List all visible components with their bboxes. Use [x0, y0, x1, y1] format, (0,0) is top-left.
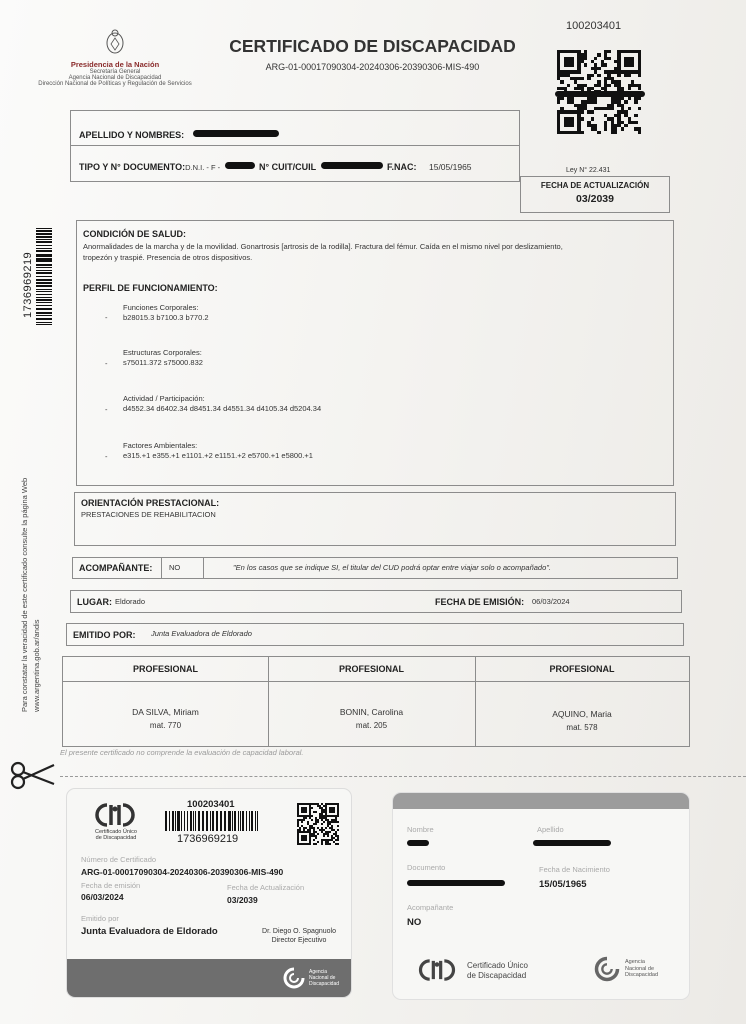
card-update-value: 03/2039 — [227, 895, 258, 905]
card-back-companion-value: NO — [407, 917, 422, 928]
card-back-birth-value: 15/05/1965 — [539, 879, 587, 890]
barcode-bar — [234, 811, 237, 831]
card-back-agency-2: Nacional de — [625, 965, 655, 972]
barcode-bar — [36, 308, 52, 310]
barcode-bar — [255, 811, 256, 831]
barcode-bar — [212, 811, 214, 831]
document-prefix: D.N.I. - F - — [185, 163, 221, 172]
card-update-label: Fecha de Actualización — [227, 883, 305, 892]
barcode-bar — [36, 241, 52, 243]
card-back-companion-label: Acompañante — [407, 903, 454, 912]
barcode-bar — [36, 318, 52, 320]
orientation-box — [74, 492, 676, 546]
birth-date-label: F.NAC: — [387, 162, 417, 172]
card-back-cud-logo-icon — [415, 957, 459, 988]
name-row — [79, 125, 279, 143]
professional-name: AQUINO, Maria — [552, 709, 612, 719]
profile-dash-1: - — [105, 313, 108, 322]
barcode-bar — [228, 811, 231, 831]
verification-instructions: Para constatar la veracidad de este certificado consulte la página Web — [20, 477, 29, 712]
professional-name: DA SILVA, Miriam — [132, 707, 199, 717]
profile-item-title: Funciones Corporales: — [123, 303, 199, 312]
card-footer-band — [67, 959, 352, 998]
card-back-birth-label: Fecha de Nacimiento — [539, 865, 610, 874]
professional-name: BONIN, Carolina — [339, 707, 404, 717]
document-title: CERTIFICADO DE DISCAPACIDAD — [229, 36, 516, 56]
companion-box — [72, 557, 678, 579]
place-label: LUGAR: — [77, 597, 112, 607]
update-date-label: FECHA DE ACTUALIZACIÓN — [540, 181, 650, 190]
barcode-bar — [36, 297, 52, 299]
profile-item-title: Actividad / Participación: — [123, 394, 205, 403]
barcode-bar — [36, 282, 52, 284]
barcode-bar — [36, 302, 52, 303]
barcode-bar — [169, 811, 171, 831]
barcode-bar — [36, 279, 52, 280]
companion-label: ACOMPAÑANTE: — [79, 563, 153, 573]
certificate-code: ARG-01-00017090304-20240306-20390306-MIS-490 — [265, 62, 480, 72]
barcode-bar — [224, 811, 227, 831]
barcode-bar — [202, 811, 204, 831]
card-back-agency-icon — [593, 955, 621, 988]
profile-item-codes: s75011.372 s75000.832 — [123, 358, 203, 367]
verification-text — [20, 402, 41, 712]
profile-item — [123, 303, 209, 322]
barcode-bar — [184, 811, 186, 831]
barcode-bar — [36, 230, 52, 232]
orientation-value: PRESTACIONES DE REHABILITACION — [81, 510, 216, 519]
barcode-bar — [240, 811, 241, 831]
barcode-bar — [36, 270, 52, 271]
barcode-bar — [36, 312, 52, 314]
qr-module — [638, 131, 641, 134]
card-serial: 100203401 — [187, 799, 235, 810]
card-certificate-label: Número de Certificado — [81, 855, 157, 864]
barcode-bar — [36, 280, 52, 281]
barcode-bar — [36, 259, 52, 261]
cud-card-front — [66, 788, 352, 998]
barcode-bar — [177, 811, 180, 831]
barcode-bar — [172, 811, 174, 831]
cuit-redacted — [321, 162, 383, 169]
profile-item-title: Factores Ambientales: — [123, 441, 198, 450]
barcode-bar — [36, 264, 52, 266]
barcode-bar — [198, 811, 201, 831]
document-label: TIPO Y N° DOCUMENTO: — [79, 162, 186, 172]
agency-line-4: Dirección Nacional de Políticas y Regulación de Servicios — [38, 81, 192, 87]
card-issued-label: Emitido por — [81, 914, 119, 923]
agency-line-2: Secretaría General — [89, 69, 141, 75]
cud-logo-caption — [81, 829, 151, 841]
professional-license: mat. 205 — [355, 721, 388, 730]
barcode-bar — [36, 250, 52, 252]
barcode-bar — [36, 254, 52, 256]
card-back-agency-3: Discapacidad — [625, 972, 659, 978]
card-back-surname-redacted — [533, 840, 611, 846]
barcode-bar — [238, 811, 239, 831]
emission-date-label: FECHA DE EMISIÓN: — [435, 597, 525, 607]
issued-label: EMITIDO POR: — [73, 630, 136, 640]
agency-header — [20, 60, 210, 87]
law-reference: Ley N° 22.431 — [566, 167, 611, 174]
cuit-label: N° CUIT/CUIL — [259, 162, 317, 172]
card-barcode-number: 1736969219 — [177, 833, 239, 845]
barcode-bar — [36, 233, 52, 235]
barcode-bar — [36, 228, 52, 229]
card-back-logo-line-1: Certificado Único — [467, 961, 528, 970]
barcode-bar — [220, 811, 222, 831]
professional-cell — [268, 707, 475, 730]
card-footer-agency — [309, 969, 339, 987]
barcode-bar — [36, 322, 52, 323]
agency-swirl-icon — [282, 966, 306, 995]
barcode-bar — [190, 811, 192, 831]
qr-module — [337, 843, 339, 845]
barcode-bar — [36, 289, 52, 291]
barcode-bar — [210, 811, 212, 831]
barcode-bar — [36, 294, 52, 295]
health-label: CONDICIÓN DE SALUD: — [83, 229, 186, 239]
identity-box — [70, 110, 520, 182]
card-signature — [249, 928, 349, 944]
barcode-bar — [36, 236, 52, 238]
barcode-bar — [36, 258, 52, 259]
orientation-label: ORIENTACIÓN PRESTACIONAL: — [81, 498, 220, 508]
professional-header — [475, 664, 689, 674]
issued-box — [66, 623, 684, 646]
card-back-agency-text — [625, 959, 658, 979]
card-back-agency-1: Agencia — [625, 959, 645, 965]
professional-header-text: PROFESIONAL — [132, 664, 198, 674]
national-seal-icon — [104, 28, 126, 56]
card-back-name-label: Nombre — [407, 825, 434, 834]
profile-item — [123, 348, 203, 367]
side-barcode — [36, 228, 52, 326]
update-date-box — [520, 176, 670, 213]
agency-line-1: Presidencia de la Nación — [70, 60, 160, 69]
profile-item-title: Estructuras Corporales: — [123, 348, 202, 357]
update-date-value: 03/2039 — [576, 193, 614, 205]
card-signer-name: Dr. Diego O. Spagnuolo — [262, 928, 336, 935]
barcode-bar — [242, 811, 244, 831]
companion-value: NO — [169, 563, 181, 572]
birth-date-value: 15/05/1965 — [428, 162, 472, 172]
barcode-bar — [246, 811, 247, 831]
cut-line — [60, 776, 746, 777]
side-barcode-number: 1736969219 — [22, 251, 34, 318]
professional-header-text: PROFESIONAL — [338, 664, 404, 674]
professionals-table — [62, 656, 690, 747]
professional-header — [63, 664, 268, 674]
professional-header-text: PROFESIONAL — [549, 664, 615, 674]
card-certificate-value: ARG-01-00017090304-20240306-20390306-MIS-490 — [81, 867, 284, 877]
barcode-bar — [36, 248, 52, 250]
barcode-bar — [36, 276, 52, 277]
place-value: Eldorado — [115, 597, 146, 606]
barcode-bar — [36, 315, 52, 316]
barcode-bar — [232, 811, 233, 831]
health-box — [76, 220, 674, 486]
card-footer-agency-2: Nacional de — [309, 975, 336, 981]
barcode-bar — [36, 305, 52, 307]
professional-license: mat. 770 — [149, 721, 182, 730]
redaction-bar — [555, 91, 645, 97]
profile-label: PERFIL DE FUNCIONAMIENTO: — [83, 283, 218, 293]
document-redacted — [225, 162, 255, 169]
card-back-document-redacted — [407, 880, 505, 886]
verification-url: www.argentina.gob.ar/andis — [32, 619, 41, 712]
barcode-bar — [36, 272, 52, 274]
profile-dash-4: - — [105, 452, 108, 461]
professional-license: mat. 578 — [566, 723, 598, 732]
card-footer-agency-1: Agencia — [309, 969, 328, 975]
document-row — [79, 157, 472, 175]
barcode-bar — [193, 811, 194, 831]
barcode-bar — [175, 811, 176, 831]
profile-dash-2: - — [105, 359, 108, 368]
card-emission-label: Fecha de emisión — [81, 881, 141, 890]
disclaimer: El presente certificado no comprende la evaluación de capacidad laboral. — [60, 748, 304, 757]
cud-card-back — [392, 792, 690, 1000]
place-box — [70, 590, 682, 613]
barcode-bar — [251, 811, 253, 831]
professional-cell — [63, 707, 268, 730]
agency-line-3: Agencia Nacional de Discapacidad — [68, 75, 162, 81]
professional-cell — [475, 709, 689, 732]
card-qr-code — [297, 803, 339, 845]
barcode-bar — [206, 811, 208, 831]
barcode-bar — [36, 324, 52, 326]
profile-item-codes: d4552.34 d6402.34 d8451.34 d4551.34 d4105.34 d5204.34 — [123, 404, 322, 413]
card-back-logo-line-2: de Discapacidad — [467, 971, 527, 980]
barcode-bar — [165, 811, 167, 831]
card-emission-value: 06/03/2024 — [81, 892, 124, 902]
barcode-bar — [181, 811, 182, 831]
barcode-bar — [36, 239, 52, 240]
barcode-bar — [249, 811, 251, 831]
profile-item-codes: b28015.3 b7100.3 b770.2 — [123, 313, 209, 322]
card-barcode — [165, 811, 259, 831]
barcode-bar — [195, 811, 196, 831]
profile-item — [123, 441, 313, 460]
scissors-icon — [10, 760, 56, 795]
card-back-name-redacted — [407, 840, 429, 846]
profile-item-codes: e315.+1 e355.+1 e1101.+2 e1151.+2 e5700.+1 e5800.+1 — [123, 451, 313, 460]
card-back-document-label: Documento — [407, 863, 446, 872]
barcode-bar — [36, 299, 52, 301]
cud-caption-line-1: Certificado Único — [95, 829, 137, 835]
barcode-bar — [36, 285, 52, 287]
card-signer-title: Director Ejecutivo — [271, 937, 327, 944]
serial-number: 100203401 — [566, 20, 622, 32]
barcode-bar — [36, 245, 52, 246]
name-redacted — [193, 130, 279, 137]
barcode-bar — [36, 267, 52, 268]
card-footer-agency-3: Discapacidad — [309, 981, 340, 987]
card-issued-value: Junta Evaluadora de Eldorado — [81, 926, 218, 937]
health-description: Anormalidades de la marcha y de la movilidad. Gonartrosis [artrosis de la rodilla]. Fractura del fémur. Caída en el mismo nivel por deslizamiento, tropezón y traspié. Presencia de otros dispositivos. — [83, 242, 563, 262]
profile-dash-3: - — [105, 405, 108, 414]
emission-date-value: 06/03/2024 — [532, 597, 570, 606]
barcode-bar — [36, 291, 52, 292]
profile-item — [123, 394, 321, 413]
name-label: APELLIDO Y NOMBRES: — [79, 130, 185, 140]
professional-header — [268, 664, 475, 674]
card-back-logo-text — [467, 961, 528, 981]
companion-note: "En los casos que se indique SI, el titular del CUD podrá optar entre viajar solo o acompañado". — [233, 563, 552, 572]
cud-caption-line-2: de Discapacidad — [95, 835, 137, 841]
card-back-top-band — [393, 793, 690, 809]
issued-value: Junta Evaluadora de Eldorado — [151, 629, 252, 638]
barcode-bar — [216, 811, 218, 831]
card-back-surname-label: Apellido — [537, 825, 564, 834]
barcode-bar — [257, 811, 258, 831]
barcode-bar — [187, 811, 188, 831]
